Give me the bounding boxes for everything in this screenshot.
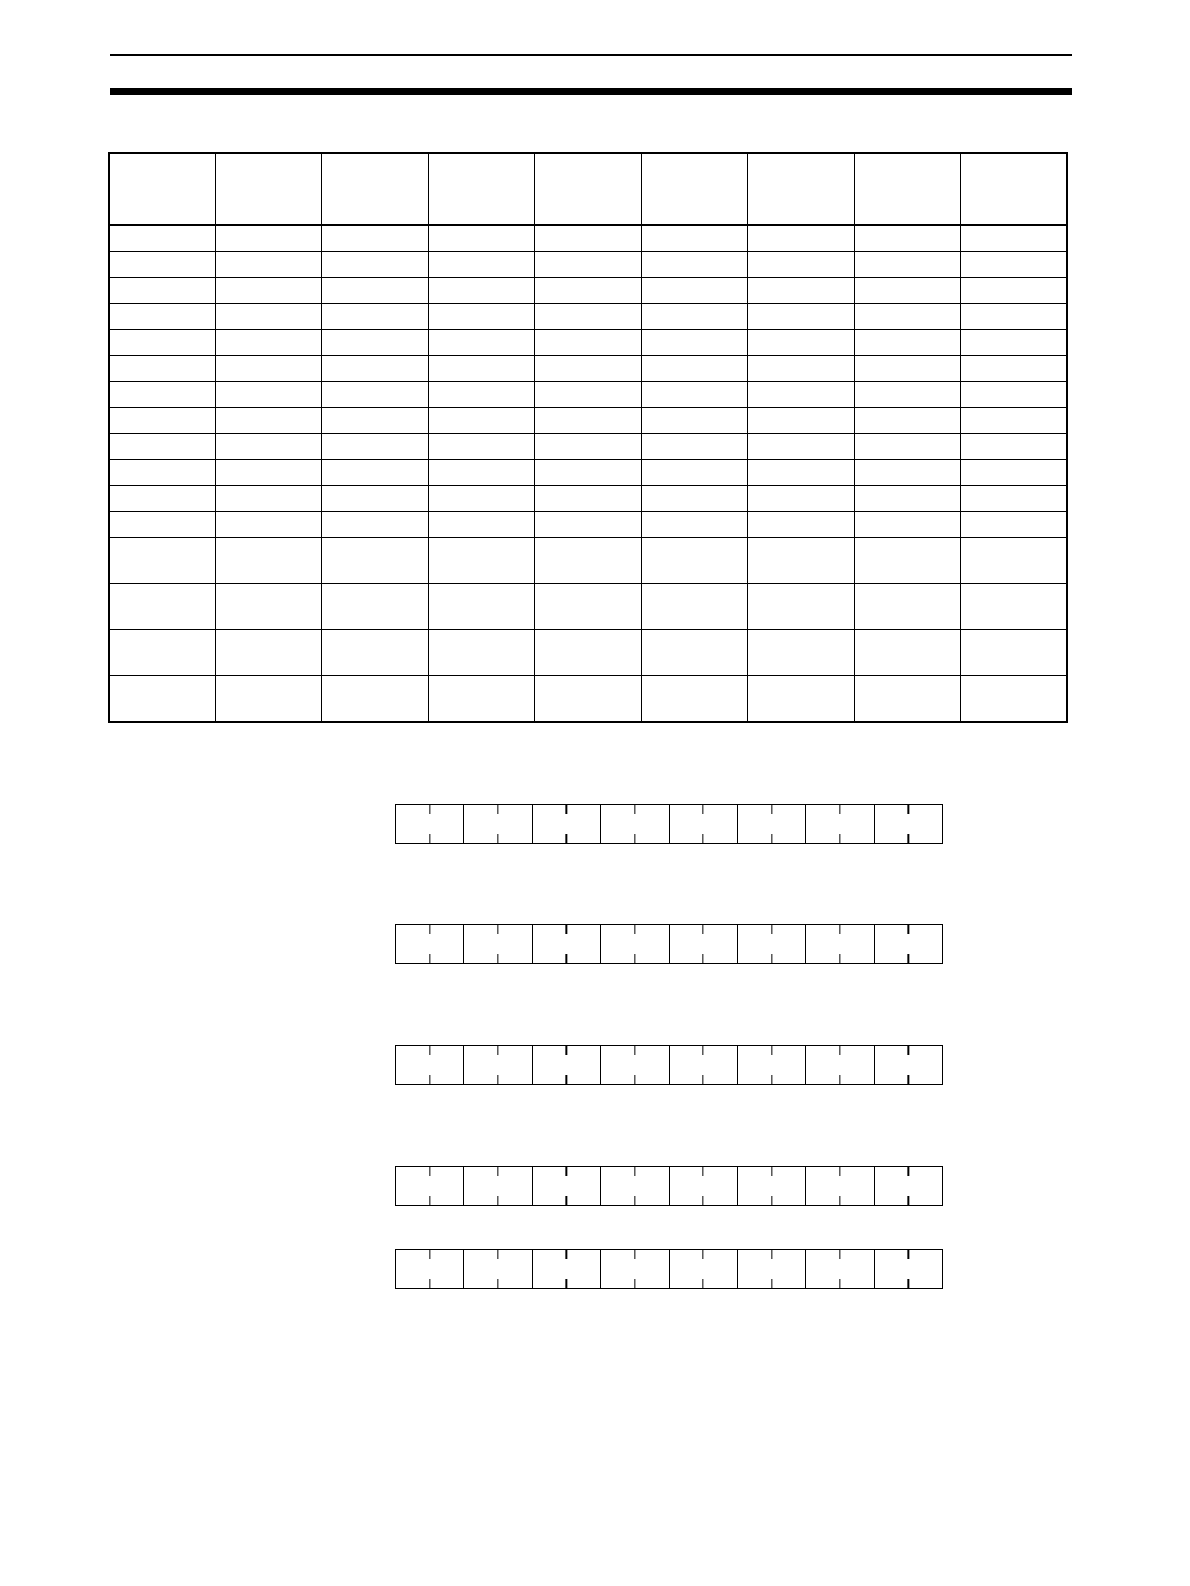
table-cell [748,486,854,512]
bit-cell [806,1167,874,1205]
table-cell [641,630,747,676]
bit-cell [533,1250,601,1288]
table-cell [961,676,1068,723]
table-cell [322,278,428,304]
table-row [109,330,1067,356]
bit-cell [601,1250,669,1288]
table-cell [109,330,215,356]
table-cell [322,460,428,486]
bit-cell [464,1250,532,1288]
table-cell [215,630,321,676]
bit-cell [533,805,601,843]
table-cell [854,408,960,434]
bit-cell [396,1167,464,1205]
bit-cell [601,805,669,843]
table-cell [535,382,641,408]
table-cell [428,486,534,512]
table-cell [961,382,1068,408]
table-header-row [109,153,1067,225]
table-cell [961,356,1068,382]
table-cell [215,584,321,630]
table-cell [428,512,534,538]
table-cell [961,330,1068,356]
table-cell [748,538,854,584]
bit-cell [806,1250,874,1288]
table-row [109,538,1067,584]
header-rule-thin [110,54,1072,56]
table-cell [748,278,854,304]
table-cell [322,382,428,408]
table-header-cell [215,153,321,225]
bit-cell [396,1250,464,1288]
table-cell [215,252,321,278]
table-cell [854,304,960,330]
table-row [109,486,1067,512]
table-cell [215,356,321,382]
table-cell [535,630,641,676]
table-cell [322,676,428,723]
table-cell [322,330,428,356]
table-header-cell [109,153,215,225]
table-cell [109,486,215,512]
table-cell [641,538,747,584]
table-row [109,434,1067,460]
bit-cell [738,1167,806,1205]
table-cell [109,408,215,434]
table-cell [961,225,1068,252]
table-cell [961,304,1068,330]
table-cell [961,512,1068,538]
table-cell [535,408,641,434]
table-row [109,382,1067,408]
table-cell [535,225,641,252]
table-cell [748,512,854,538]
bit-cell [464,1167,532,1205]
table-cell [322,486,428,512]
bit-cell [670,925,738,963]
table-cell [961,584,1068,630]
table-cell [109,225,215,252]
table-cell [215,304,321,330]
table-cell [641,304,747,330]
table-cell [215,434,321,460]
table-cell [322,408,428,434]
table-cell [428,330,534,356]
table-cell [428,304,534,330]
table-row [109,252,1067,278]
table-cell [428,434,534,460]
table-cell [535,460,641,486]
bit-cell [670,805,738,843]
bit-cell [533,925,601,963]
bit-cell [875,925,942,963]
table-cell [854,252,960,278]
table-row [109,304,1067,330]
table-cell [641,676,747,723]
table-cell [215,676,321,723]
table-cell [535,356,641,382]
table-cell [854,382,960,408]
table-cell [109,304,215,330]
table-cell [535,538,641,584]
table-cell [428,460,534,486]
table-cell [641,584,747,630]
table-row [109,356,1067,382]
table-cell [215,330,321,356]
table-cell [109,434,215,460]
table-cell [215,486,321,512]
table-cell [535,486,641,512]
table-header-cell [428,153,534,225]
table-cell [641,434,747,460]
table-cell [535,512,641,538]
table-cell [428,252,534,278]
table-cell [961,278,1068,304]
table-cell [322,304,428,330]
bit-cell [601,925,669,963]
table-row [109,278,1067,304]
table-cell [748,460,854,486]
table-cell [215,460,321,486]
table-row [109,630,1067,676]
table-cell [641,356,747,382]
table-cell [961,630,1068,676]
bit-cell [738,1046,806,1084]
table-cell [109,630,215,676]
table-cell [961,408,1068,434]
table-cell [854,434,960,460]
table-header-cell [854,153,960,225]
table-cell [109,382,215,408]
table-cell [215,225,321,252]
table-cell [109,278,215,304]
bit-cell [533,1167,601,1205]
table-cell [322,512,428,538]
table-row [109,460,1067,486]
table-row [109,512,1067,538]
table-cell [854,676,960,723]
table-cell [961,538,1068,584]
bit-box-1 [395,804,943,844]
bit-cell [396,925,464,963]
table-cell [641,382,747,408]
header-rule-thick [110,88,1072,95]
table-cell [641,330,747,356]
table-cell [641,460,747,486]
table-cell [748,676,854,723]
table-cell [748,584,854,630]
bit-cell [738,805,806,843]
bit-box-3 [395,1045,943,1085]
table-cell [854,356,960,382]
bit-cell [601,1167,669,1205]
bit-cell [670,1046,738,1084]
table-cell [109,676,215,723]
bit-cell [396,805,464,843]
table-cell [748,356,854,382]
table-cell [535,304,641,330]
table-cell [641,278,747,304]
bit-cell [464,1046,532,1084]
table-cell [215,278,321,304]
bit-cell [806,925,874,963]
table-cell [428,225,534,252]
table-cell [322,225,428,252]
table-cell [535,252,641,278]
table-cell [961,460,1068,486]
table-cell [109,512,215,538]
table-cell [428,408,534,434]
table-cell [535,278,641,304]
bit-cell [738,925,806,963]
table-row [109,584,1067,630]
table-cell [854,330,960,356]
table-cell [641,252,747,278]
table-cell [854,460,960,486]
table-cell [748,408,854,434]
bit-cell [875,1167,942,1205]
table-cell [854,584,960,630]
bit-box-5 [395,1249,943,1289]
table-cell [748,252,854,278]
table-header-cell [322,153,428,225]
table-cell [215,538,321,584]
table-cell [748,330,854,356]
table-cell [535,434,641,460]
bit-cell [464,925,532,963]
table-cell [109,356,215,382]
bit-cell [670,1167,738,1205]
table-cell [215,382,321,408]
bit-cell [464,805,532,843]
table-cell [854,486,960,512]
bit-cell [875,1046,942,1084]
bit-cell [875,1250,942,1288]
bit-cell [806,805,874,843]
table-header-cell [641,153,747,225]
table-cell [215,512,321,538]
table-cell [428,676,534,723]
table-row [109,225,1067,252]
table-cell [428,382,534,408]
table-cell [109,252,215,278]
bit-cell [738,1250,806,1288]
table-header-cell [535,153,641,225]
table-cell [854,538,960,584]
table-row [109,676,1067,723]
bit-box-2 [395,924,943,964]
table-cell [854,225,960,252]
bit-cell [601,1046,669,1084]
table-cell [428,584,534,630]
bit-cell [533,1046,601,1084]
table-cell [109,538,215,584]
table-cell [748,225,854,252]
table-cell [535,330,641,356]
table-cell [854,630,960,676]
table-cell [322,252,428,278]
table-cell [428,278,534,304]
bit-cell [875,805,942,843]
table-cell [641,408,747,434]
table-cell [854,512,960,538]
table-cell [961,434,1068,460]
table-cell [854,278,960,304]
table-cell [535,584,641,630]
table-cell [535,676,641,723]
data-table [108,152,1068,723]
table-body [109,225,1067,722]
bit-cell [396,1046,464,1084]
bit-cell [670,1250,738,1288]
table-cell [641,225,747,252]
table-cell [428,356,534,382]
table-cell [322,630,428,676]
table-cell [961,486,1068,512]
table-cell [428,538,534,584]
table-header-cell [961,153,1068,225]
table-cell [961,252,1068,278]
table-cell [748,304,854,330]
table-cell [109,584,215,630]
bit-cell [806,1046,874,1084]
table-cell [322,434,428,460]
table-cell [322,584,428,630]
table-cell [748,630,854,676]
table-cell [641,486,747,512]
table-row [109,408,1067,434]
table-cell [748,382,854,408]
table-cell [748,434,854,460]
table-cell [109,460,215,486]
table-cell [428,630,534,676]
table-cell [641,512,747,538]
table-cell [322,356,428,382]
bit-box-4 [395,1166,943,1206]
table-cell [215,408,321,434]
table-cell [322,538,428,584]
table-header-cell [748,153,854,225]
